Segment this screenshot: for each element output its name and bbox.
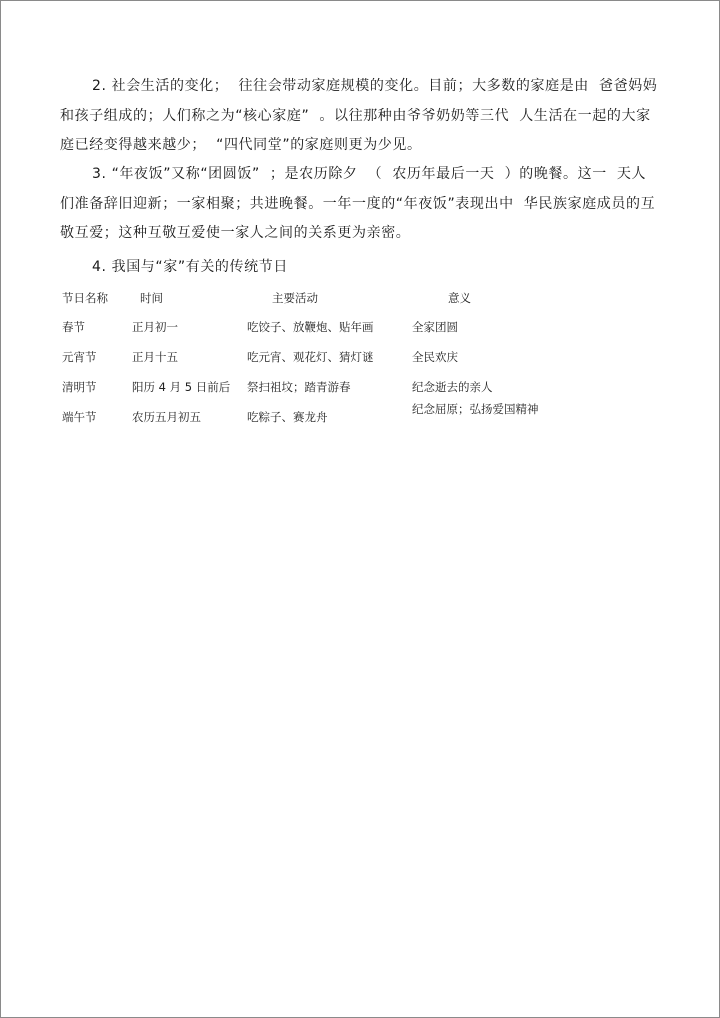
cell-time: 正月初一 (132, 320, 178, 334)
cell-meaning: 全家团圆 (412, 320, 458, 334)
table-header-row (62, 290, 662, 308)
header-festival-name: 节日名称 (62, 291, 108, 305)
paragraph-family-size: 2. 社会生活的变化； 往往会带动家庭规模的变化。目前；大多数的家庭是由 爸爸妈妈和孩子组成的；人们称之为“核心家庭” 。以往那种由爷爷奶奶等三代 人生活在一起的大家庭已经变得越来越少； “四代同堂”的家庭则更为少见。 (60, 78, 658, 153)
cell-time: 阳历 4 月 5 日前后 (132, 380, 231, 394)
cell-meaning: 纪念屈原；弘扬爱国精神 (412, 402, 539, 416)
cell-time: 正月十五 (132, 350, 178, 364)
cell-festival: 元宵节 (62, 350, 97, 364)
header-activities: 主要活动 (272, 291, 318, 305)
header-meaning: 意义 (448, 291, 471, 305)
paragraph-new-year-dinner: 3. “年夜饭”又称“团圆饭” ；是农历除夕 （ 农历年最后一天 ）的晚餐。这一 天人们准备辞旧迎新；一家相聚；共进晚餐。一年一度的“年夜饭”表现出中 华民族家庭成员的互敬互爱；这种互敬互爱使一家人之间的关系更为亲密。 (60, 166, 656, 241)
cell-time: 农历五月初五 (132, 410, 201, 424)
table-row (62, 319, 662, 337)
cell-meaning: 纪念逝去的亲人 (412, 380, 493, 394)
paragraph-festival-heading: 4. 我国与“家”有关的传统节日 (92, 259, 288, 275)
table-row (62, 402, 662, 424)
cell-festival: 春节 (62, 320, 85, 334)
table-row (62, 379, 662, 397)
cell-activities: 祭扫祖坟；踏青游春 (247, 380, 351, 394)
cell-activities: 吃元宵、观花灯、猜灯谜 (247, 350, 374, 364)
cell-meaning: 全民欢庆 (412, 350, 458, 364)
cell-festival: 清明节 (62, 380, 97, 394)
cell-festival: 端午节 (62, 410, 97, 424)
cell-activities: 吃饺子、放鞭炮、贴年画 (247, 320, 374, 334)
cell-activities: 吃粽子、赛龙舟 (247, 410, 328, 424)
header-time: 时间 (140, 291, 163, 305)
table-row (62, 349, 662, 367)
